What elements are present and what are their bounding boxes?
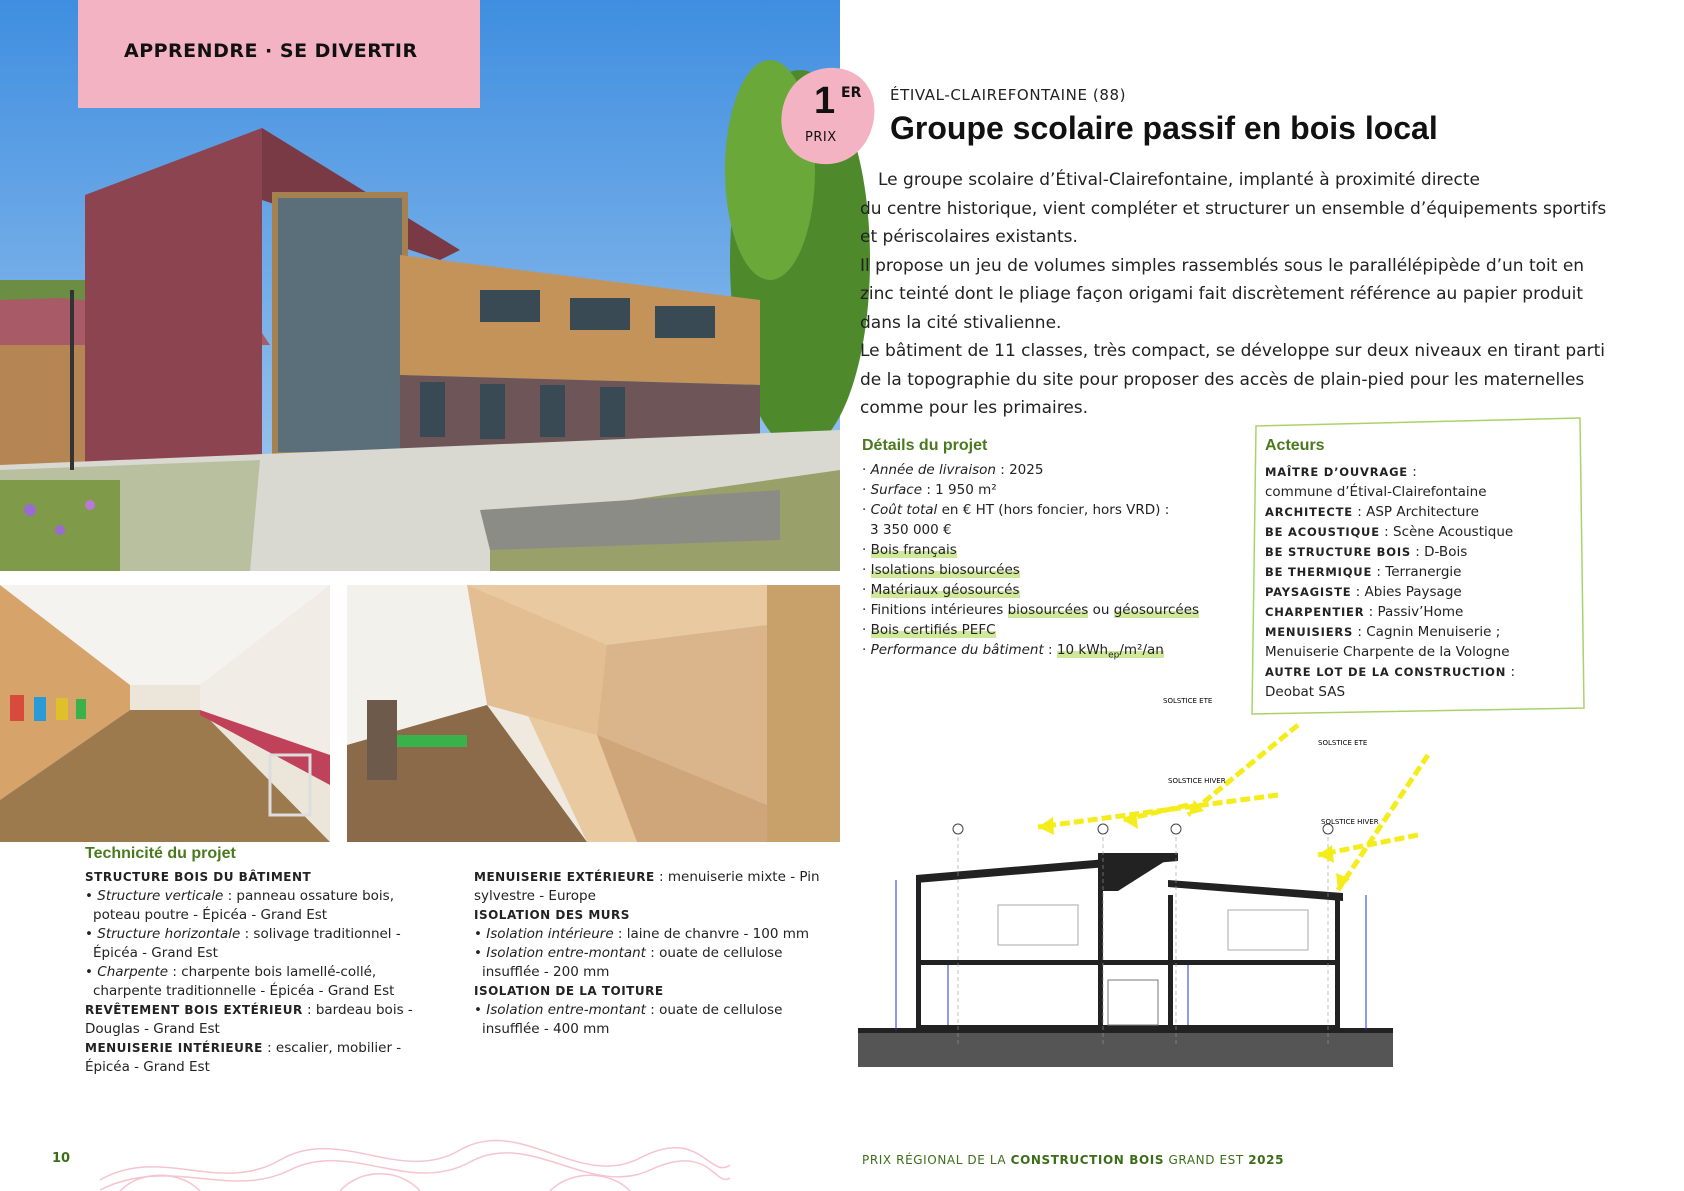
details-list — [862, 460, 1242, 666]
prize-number: 1 — [814, 80, 836, 122]
actors-list: MAÎTRE D’OUVRAGE : commune d’Étival-Clairefontaine ARCHITECTE : ASP Architecture BE ACOUSTIQUE : Scène Acoustique BE STRUCTURE BOIS : D-Bois BE THERMIQUE : Terranergie PAYSAGISTE : Abies Paysage CHARPENTIER : Passiv’Home MENUISIERS : Cagnin Menuiserie ; Menuiserie Charpente de la Vologne AUTRE LOT DE LA CONSTRUCTION : Deobat SAS — [1265, 464, 1515, 700]
detail-surface: · Surface : 1 950 m² — [862, 482, 997, 498]
footer-text: PRIX RÉGIONAL DE LA CONSTRUCTION BOIS GRAND EST 2025 — [862, 1153, 1285, 1167]
detail-isolations: · Isolations biosourcées — [862, 562, 1020, 578]
tech-heading: Technicité du projet — [85, 845, 236, 862]
label-solstice-hiver-2: SOLSTICE HIVER — [1321, 818, 1379, 826]
detail-year: · Année de livraison : 2025 — [862, 462, 1044, 478]
staircase-photo — [347, 585, 840, 842]
label-solstice-ete-1: SOLSTICE ETE — [1163, 697, 1213, 705]
detail-performance: · Performance du bâtiment : 10 kWh$_{ep}$/m²/an — [862, 642, 1164, 661]
detail-cost: · Coût total en € HT (hors foncier, hors VRD) : — [862, 502, 1170, 518]
intro-paragraph-2: Il propose un jeu de volumes simples rassemblés sous le parallélépipède d’un toit en zinc teinté dont le pliage façon origami fait discrètement référence au papier produit dans la cité stivalienne. — [860, 255, 1585, 333]
corridor-photo — [0, 585, 330, 842]
label-solstice-hiver-1: SOLSTICE HIVER — [1168, 777, 1226, 785]
detail-materiaux: · Matériaux géosourcés — [862, 582, 1020, 598]
ground-hatch — [858, 1033, 1393, 1067]
label-solstice-ete-2: SOLSTICE ETE — [1318, 739, 1368, 747]
tech-column-1: STRUCTURE BOIS DU BÂTIMENT • Structure verticale : panneau ossature bois, poteau poutre - Épicéa - Grand Est • Structure horizontale : solivage traditionnel - Épicéa - Grand Est • Charpente : charpente bois lamellé-collé, charpente traditionnelle - Épicéa - Grand Est REVÊTEMENT BOIS EXTÉRIEUR : bardeau bois - Douglas - Grand Est MENUISERIE INTÉRIEURE : escalier, mobilier - Épicéa - Grand Est — [85, 870, 413, 1075]
section-diagram — [858, 697, 1558, 1075]
page-number: 10 — [52, 1151, 71, 1166]
details-heading: Détails du projet — [862, 437, 988, 454]
tech-column-2: MENUISERIE EXTÉRIEURE : menuiserie mixte - Pin sylvestre - Europe ISOLATION DES MURS • Isolation intérieure : laine de chanvre - 100 mm • Isolation entre-montant : ouate de cellulose insufflée - 200 mm ISOLATION DE LA TOITURE • Isolation entre-montant : ouate de cellulose insufflée - 400 mm — [474, 869, 820, 1037]
detail-bois-francais: · Bois français — [862, 542, 957, 558]
detail-pefc: · Bois certifiés PEFC — [862, 622, 996, 638]
prize-label: PRIX — [805, 130, 837, 145]
project-title: Groupe scolaire passif en bois local — [890, 110, 1438, 146]
intro-paragraph-3: Le bâtiment de 11 classes, très compact, se développe sur deux niveaux en tirant parti de la topographie du site pour proposer des accès de plain-pied pour les maternelles comme pour les primaires. — [860, 341, 1605, 418]
footer-topo-pattern — [100, 1140, 730, 1191]
intro-line-1: Le groupe scolaire d’Étival-Clairefontaine, implanté à proximité directe — [878, 170, 1480, 190]
detail-cost-amount: 3 350 000 € — [870, 522, 952, 538]
detail-finitions: · Finitions intérieures biosourcées ou géosourcées — [862, 602, 1200, 618]
intro-paragraph-1: du centre historique, vient compléter et structurer un ensemble d’équipements sportifs et périscolaires existants. — [860, 198, 1607, 247]
project-location: ÉTIVAL-CLAIREFONTAINE (88) — [890, 86, 1127, 104]
intro-text — [860, 166, 1620, 423]
prize-suffix: ER — [841, 85, 862, 101]
actors-heading: Acteurs — [1265, 437, 1325, 454]
category-label: APPRENDRE · SE DIVERTIR — [124, 40, 418, 62]
